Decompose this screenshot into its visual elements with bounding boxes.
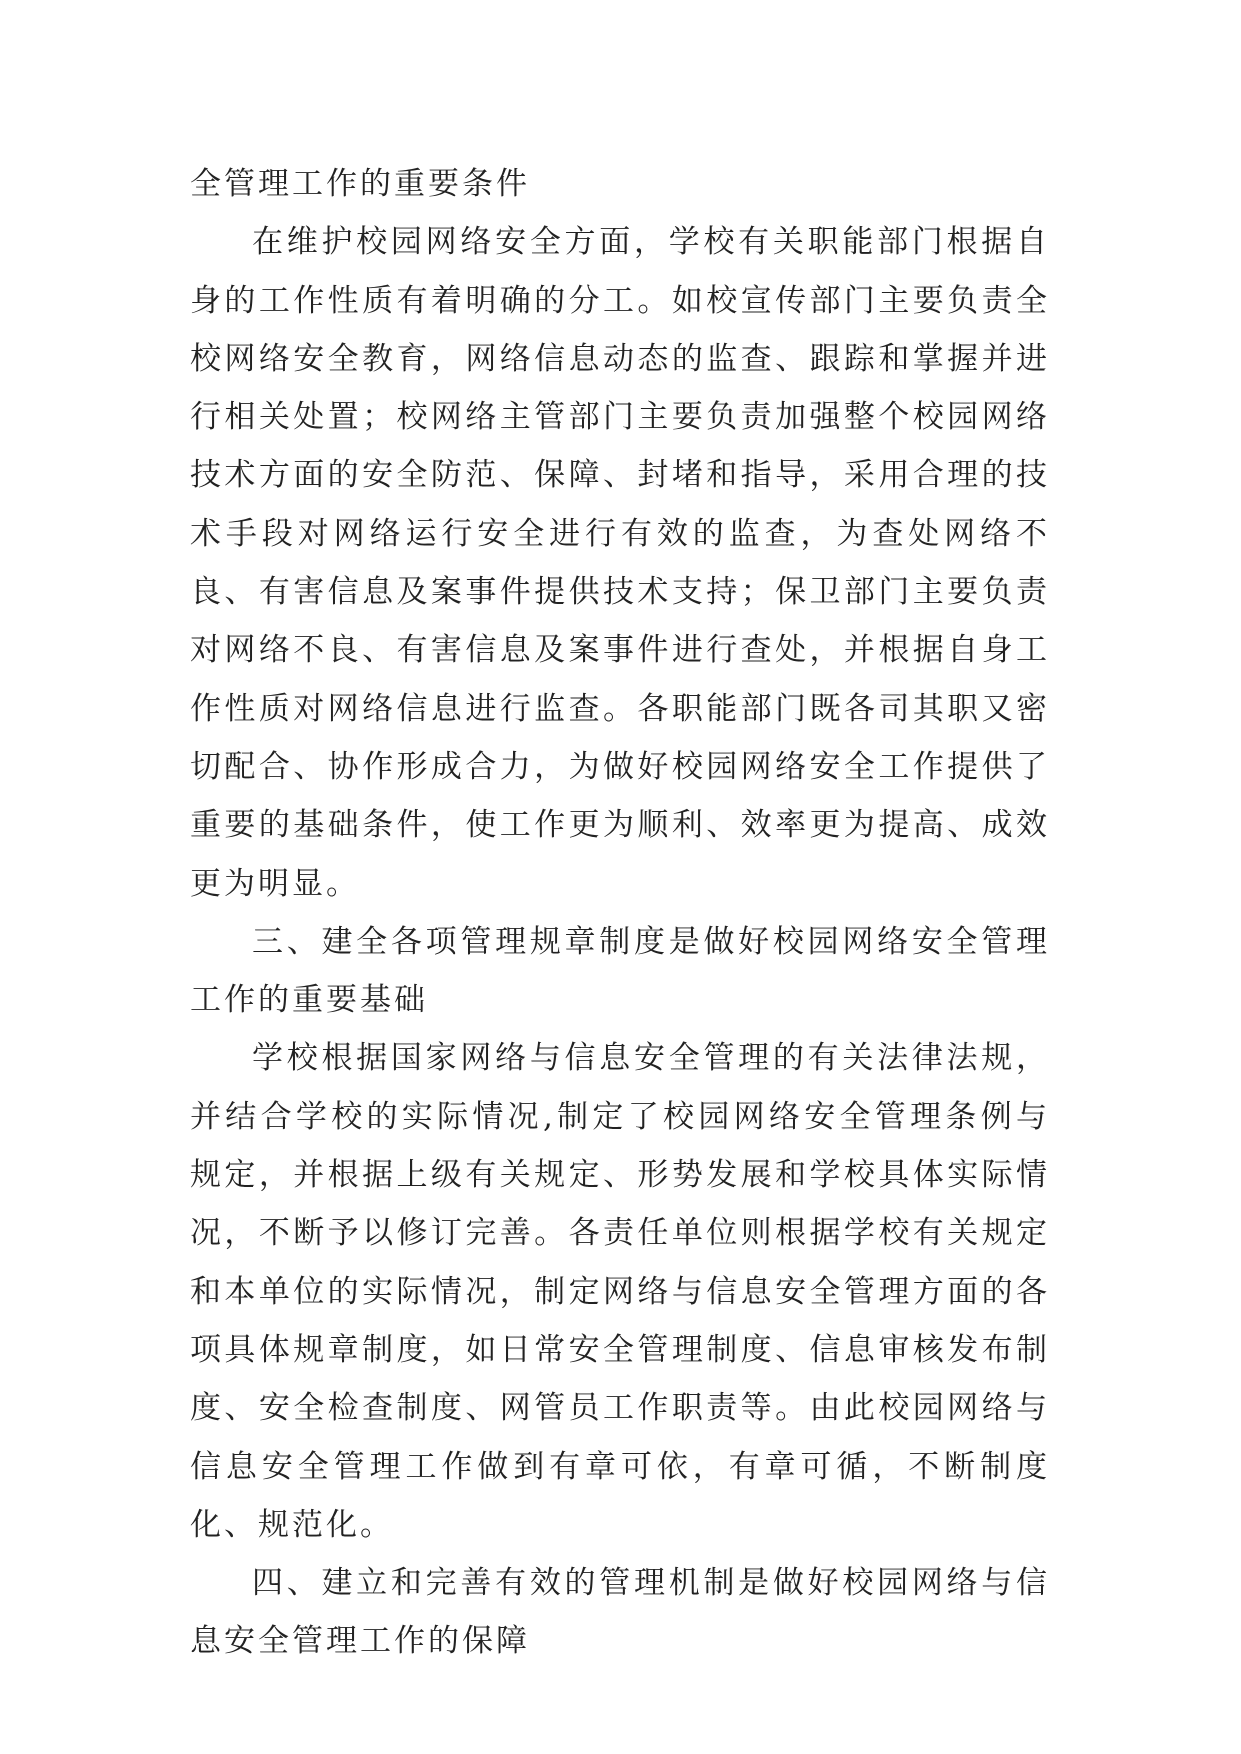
paragraph-regulations: 学校根据国家网络与信息安全管理的有关法律法规，并结合学校的实际情况,制定了校园网络安全管理条例与规定，并根据上级有关规定、形势发展和学校具体实际情况，不断予以修订完善。各责任单位则根据学校有关规定和本单位的实际情况，制定网络与信息安全管理方面的各项具体规章制度，如日常安全管理制度、信息审核发布制度、安全检查制度、网管员工作职责等。由此校园网络与信息安全管理工作做到有章可依，有章可循，不断制度化、规范化。 <box>190 1040 1050 1543</box>
paragraph-continuation: 全管理工作的重要条件 <box>190 166 530 202</box>
paragraph-department-roles: 在维护校园网络安全方面，学校有关职能部门根据自身的工作性质有着明确的分工。如校宣传部门主要负责全校网络安全教育，网络信息动态的监查、跟踪和掌握并进行相关处置；校网络主管部门主要负责加强整个校园网络技术方面的安全防范、保障、封堵和指导，采用合理的技术手段对网络运行安全进行有效的监查，为查处网络不良、有害信息及案事件提供技术支持；保卫部门主要负责对网络不良、有害信息及案事件进行查处，并根据自身工作性质对网络信息进行监查。各职能部门既各司其职又密切配合、协作形成合力，为做好校园网络安全工作提供了重要的基础条件，使工作更为顺利、效率更为提高、成效更为明显。 <box>190 224 1050 902</box>
section-heading-three: 三、建全各项管理规章制度是做好校园网络安全管理工作的重要基础 <box>190 923 1050 1019</box>
section-heading-four: 四、建立和完善有效的管理机制是做好校园网络与信息安全管理工作的保障 <box>190 1565 1050 1660</box>
document-body <box>190 155 1050 1671</box>
